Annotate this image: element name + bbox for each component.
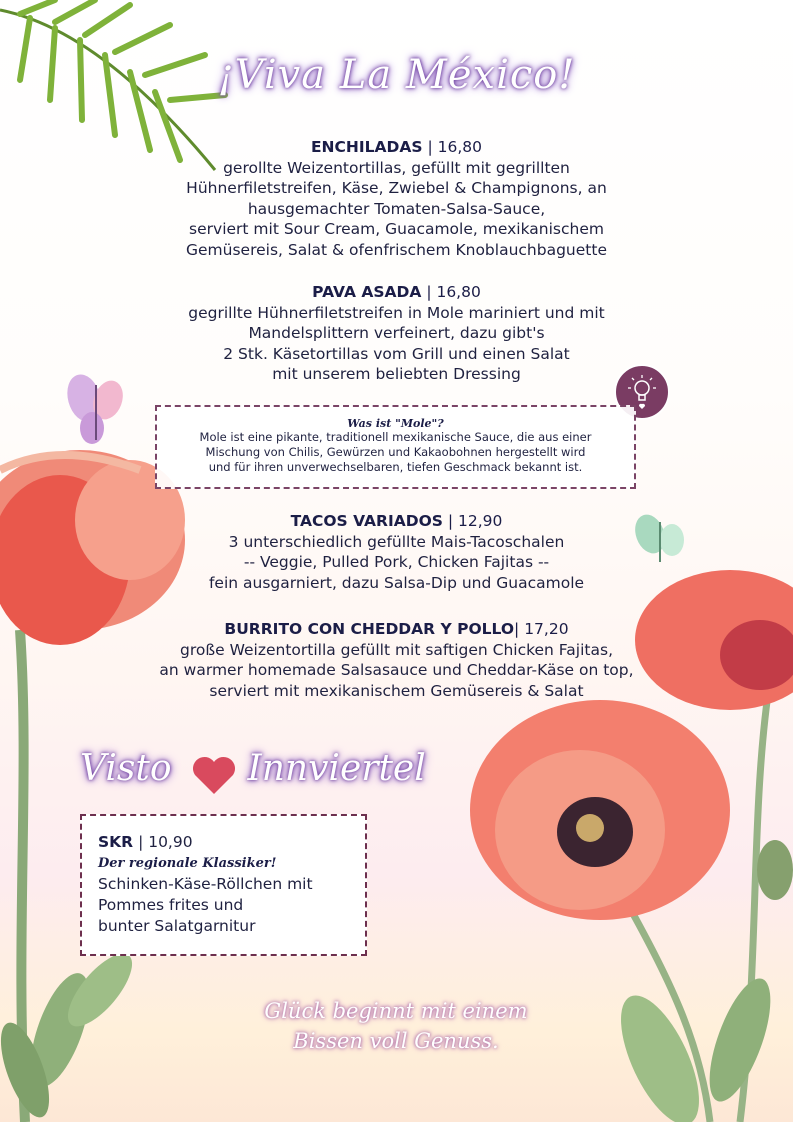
dish-description-line: Schinken-Käse-Röllchen mit [98,875,313,893]
quote-line: Bissen voll Genuss. [293,1029,499,1053]
dish-description-line: serviert mit Sour Cream, Guacamole, mexikanischem [189,220,604,238]
dish-description-line: gegrillte Hühnerfiletstreifen in Mole mariniert und mit [188,303,605,322]
info-heading: Was ist "Mole"? [347,417,444,430]
info-line: Mischung von Chilis, Gewürzen und Kakaobohnen hergestellt wird [205,445,586,459]
dish-description-line: bunter Salatgarnitur [98,917,256,935]
section-title-word2: Innviertel [247,748,426,789]
dish-name: SKR [98,833,134,851]
info-line: und für ihren unverwechselbaren, tiefen Geschmack bekannt ist. [208,460,583,474]
dish-description-line: große Weizentortilla gefüllt mit saftigen Chicken Fajitas, [179,640,613,659]
dish-burrito [100,619,693,701]
dish-description-line: fein ausgarniert, dazu Salsa-Dip und Guacamole [208,573,585,592]
quote-line: Glück beginnt mit einem [264,999,528,1023]
dish-name: TACOS VARIADOS [290,512,443,530]
dish-description-line: gerollte Weizentortillas, gefüllt mit gegrillten [223,158,570,177]
info-line: Mole ist eine pikante, traditionell mexikanische Sauce, die aus einer [199,430,592,444]
dish-description-line: -- Veggie, Pulled Pork, Chicken Fajitas -- [243,553,550,571]
dish-description-line: hausgemachter Tomaten-Salsa-Sauce, [247,199,546,218]
dish-name: PAVA ASADA [312,283,422,301]
dish-description-line: an warmer homemade Salsasauce und Cheddar-Käse on top, [159,661,634,679]
dish-enchiladas [100,137,693,260]
dish-description-line: Gemüsereis, Salat & ofenfrischem Knoblauchbaguette [186,240,607,259]
dish-name: ENCHILADAS [310,138,423,156]
dish-description-line: mit unserem beliebten Dressing [272,365,521,383]
dish-description-line: Pommes frites und [98,896,244,914]
dish-price: | 16,80 [427,138,483,156]
dish-description-line: serviert mit mexikanischem Gemüsereis & Salat [209,681,584,700]
section-title-word1: Visto [80,748,172,789]
dish-name: BURRITO CON CHEDDAR Y POLLO [224,620,515,638]
dish-tacos-variados [100,511,693,593]
dish-price: | 16,80 [426,283,481,301]
skr-subtitle: Der regionale Klassiker! [98,856,277,871]
dish-price: | 12,90 [447,512,503,530]
dish-description-line: 3 unterschiedlich gefüllte Mais-Tacoschalen [228,532,565,551]
dish-description-line: Mandelsplittern verfeinert, dazu gibt's [248,324,545,342]
heart-icon [190,754,238,796]
dish-description-line: 2 Stk. Käsetortillas vom Grill und einen Salat [223,344,570,363]
section-title [80,748,426,789]
dish-price: | 10,90 [138,833,193,851]
dish-price: | 17,20 [514,620,569,638]
footer-quote [196,996,596,1056]
skr-box [80,814,367,956]
info-box [155,405,636,489]
page-title: ¡Viva La México! [217,52,576,98]
dish-description-line: Hühnerfiletstreifen, Käse, Zwiebel & Champignons, an [186,179,607,197]
dish-pava-asada [100,282,693,385]
